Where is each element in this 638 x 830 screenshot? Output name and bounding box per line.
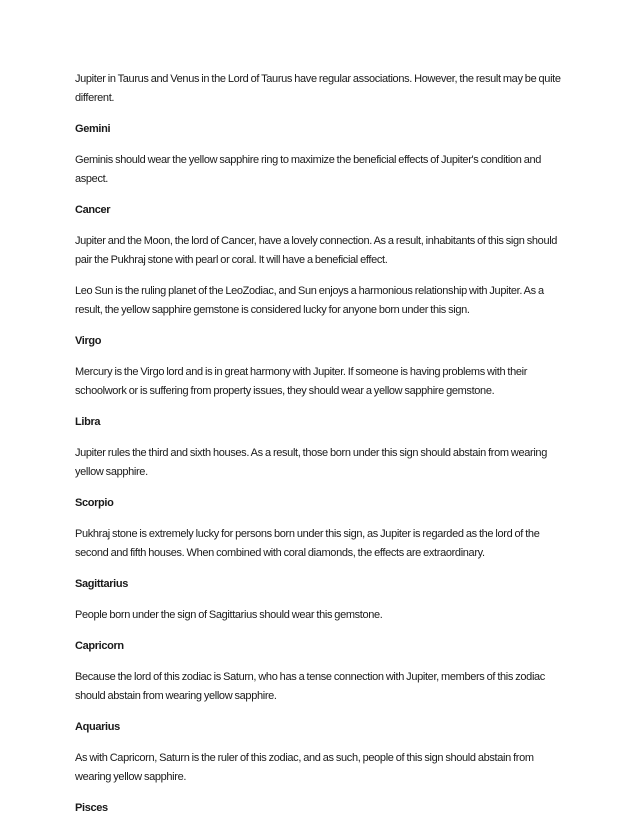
heading-capricorn: Capricorn <box>75 640 124 652</box>
heading-scorpio: Scorpio <box>75 497 114 509</box>
heading-cancer: Cancer <box>75 204 111 216</box>
paragraph-virgo: Mercury is the Virgo lord and is in great harmony with Jupiter. If someone is having problems with their schoolwork or is suffering from property issues, they should wear a yellow sapphire gemstone. <box>75 366 528 397</box>
paragraph-sagittarius: People born under the sign of Sagittarius should wear this gemstone. <box>75 609 383 621</box>
heading-aquarius: Aquarius <box>75 721 120 733</box>
heading-sagittarius: Sagittarius <box>75 578 128 590</box>
heading-gemini: Gemini <box>75 123 111 135</box>
paragraph-scorpio: Pukhraj stone is extremely lucky for persons born under this sign, as Jupiter is regarded as the lord of the second and fifth houses. When combined with coral diamonds, the effects are extraordinary. <box>75 528 540 559</box>
heading-libra: Libra <box>75 416 101 428</box>
heading-pisces: Pisces <box>75 802 108 814</box>
paragraph-libra: Jupiter rules the third and sixth houses. As a result, those born under this sign should abstain from wearing yellow sapphire. <box>75 447 547 478</box>
paragraph-gemini: Geminis should wear the yellow sapphire ring to maximize the beneficial effects of Jupiter's condition and aspect. <box>75 154 542 185</box>
paragraph-cancer: Jupiter and the Moon, the lord of Cancer, have a lovely connection. As a result, inhabitants of this sign should pair the Pukhraj stone with pearl or coral. It will have a beneficial effect. <box>75 235 558 266</box>
document-page <box>75 70 565 830</box>
paragraph-taurus-result: Jupiter in Taurus and Venus in the Lord of Taurus have regular associations. However, the result may be quite different. <box>75 73 561 104</box>
paragraph-leo: Leo Sun is the ruling planet of the LeoZodiac, and Sun enjoys a harmonious relationship with Jupiter. As a result, the yellow sapphire gemstone is considered lucky for anyone born under this sign. <box>75 285 544 316</box>
paragraph-capricorn: Because the lord of this zodiac is Saturn, who has a tense connection with Jupiter, members of this zodiac should abstain from wearing yellow sapphire. <box>75 671 545 702</box>
heading-virgo: Virgo <box>75 335 102 347</box>
paragraph-aquarius: As with Capricorn, Saturn is the ruler of this zodiac, and as such, people of this sign should abstain from wearing yellow sapphire. <box>75 752 534 783</box>
